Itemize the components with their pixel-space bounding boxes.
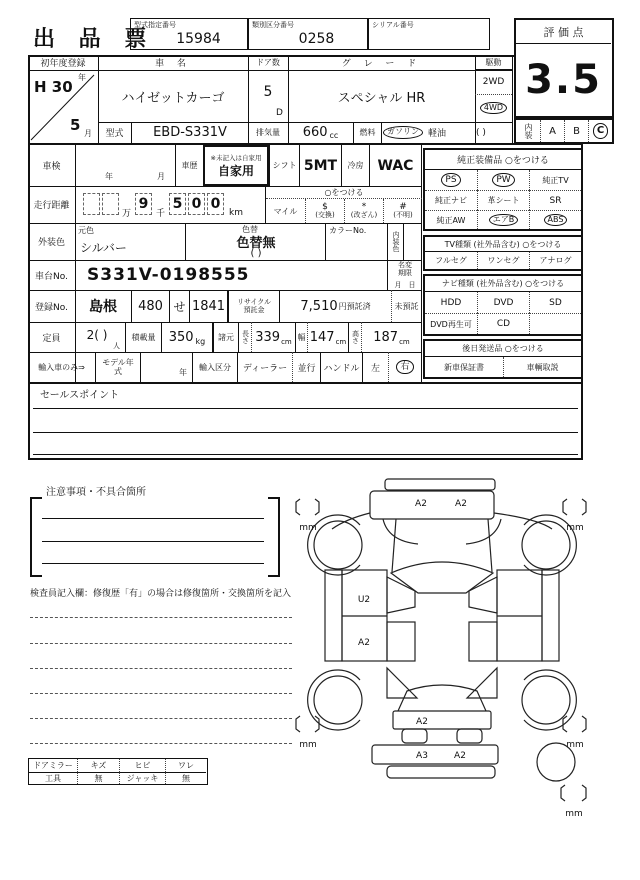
doors-unit: D — [276, 108, 283, 118]
class-code-value: 0258 — [298, 31, 335, 47]
recycle-amount: 7,510 — [300, 298, 338, 314]
history-cell — [203, 145, 269, 186]
left-window-panel — [387, 577, 415, 613]
tread-bracket-front-left — [296, 499, 319, 515]
handle-left: 左 — [362, 352, 388, 382]
rear-tab-right — [457, 729, 482, 743]
wheel-front-left — [314, 521, 362, 569]
mileage-digit-box-1 — [83, 193, 100, 215]
mm-unit-rear-left: mm — [299, 740, 317, 750]
a-pillar-right — [488, 519, 492, 572]
navi-type-box — [423, 274, 583, 336]
length-cell — [251, 322, 295, 352]
tv-analog: アナログ — [529, 252, 581, 269]
color-change-cell — [185, 223, 325, 260]
drive-label: 駆動 — [475, 55, 512, 70]
width-label: 幅 — [295, 322, 307, 352]
left-front-panel-code: U2 — [357, 595, 371, 605]
navi-sd: SD — [529, 292, 581, 313]
navi-type-header: ナビ種類 (社外品含む) ○をつける — [425, 276, 581, 292]
drive-4wd-selected: 4WD — [480, 102, 507, 115]
mileage-mark-header: ○をつける — [266, 186, 422, 199]
shift-value: 5MT — [299, 145, 341, 186]
equipment-ps-selected: PS — [441, 173, 460, 187]
tv-full-seg: フルセグ — [435, 256, 467, 265]
interior-color-label: 内装色 — [392, 231, 400, 252]
history-note: ※未記入は自家用 — [210, 153, 262, 162]
height-value: 187 — [373, 329, 399, 345]
recycle-not-deposited: 未預託 — [391, 290, 421, 322]
tool-label: 工具 — [29, 772, 77, 784]
model-label: 型式 — [98, 122, 132, 143]
equipment-factory-tv: 純正TV — [529, 170, 581, 190]
equipment-abs-selected: ABS — [544, 214, 568, 227]
windshield — [391, 562, 493, 593]
tread-bracket-rear-left — [296, 716, 319, 732]
interior-grade-a: A — [540, 120, 564, 142]
displacement-unit: cc — [329, 131, 339, 140]
serial-label: シリアル番号 — [372, 21, 414, 29]
inspector-line-3 — [30, 668, 292, 669]
interior-color-value-cell — [403, 223, 421, 260]
left-rear-panel-code: A2 — [358, 638, 370, 648]
ac-label: 冷房 — [341, 145, 369, 186]
recycle-deposited-cell — [279, 290, 391, 322]
first-reg-era-year: H 30 — [34, 78, 73, 96]
right-window-panel — [469, 577, 497, 613]
inspector-line-6 — [30, 743, 292, 744]
height-label: 高さ — [351, 330, 360, 344]
vehicle-name-label: 車 名 — [155, 59, 191, 69]
notes-line-1 — [42, 518, 264, 519]
door-mirror-label: ドアミラー — [33, 761, 73, 770]
capacity-persons-cell — [75, 322, 125, 352]
handle-label: ハンドル — [320, 352, 362, 382]
name-change-label-1: 名変 — [398, 261, 412, 270]
rear-gate — [393, 711, 491, 729]
spec-label: 諸元 — [212, 322, 238, 352]
first-reg-cell — [28, 70, 98, 143]
serial-value — [389, 28, 484, 50]
right-inner-panel — [469, 622, 497, 661]
import-parallel: 並行 — [292, 352, 320, 382]
door-mirror-crack: ヒビ — [119, 759, 165, 772]
recycle-fee-label-1: リサイクル — [236, 297, 272, 306]
height-unit: cm — [399, 337, 410, 346]
inspector-note: 検査員記入欄：修復歴「有」の場合は修復箇所・交換箇所を記入 — [30, 589, 292, 599]
capacity-label: 定員 — [42, 333, 61, 344]
front-damage-code-1: A2 — [415, 499, 427, 509]
model-code-box — [130, 18, 248, 50]
tools-table — [28, 758, 208, 785]
history-value: 自家用 — [217, 163, 254, 178]
height-cell — [361, 322, 421, 352]
fuel-diesel-paren: ( ) — [476, 127, 486, 138]
color-no-label: カラーNo. — [329, 226, 367, 235]
front-bumper-lip — [385, 479, 495, 490]
mileage-thousand-unit: 千 — [156, 209, 166, 219]
chassis-no-label: 車台No. — [35, 271, 68, 282]
first-reg-month: 5 — [70, 116, 81, 134]
import-type-label: 輸入区分 — [192, 352, 237, 382]
tv-one-seg: ワンセグ — [477, 252, 529, 269]
color-change-value: 色替無 — [236, 235, 276, 251]
rear-tab-left — [402, 729, 427, 743]
import-only-label: 輸入車のみ⇒ — [38, 362, 85, 372]
page-title: 出 品 票 — [33, 27, 155, 52]
mileage-thousand: 9 — [135, 193, 152, 215]
mm-unit-spare: mm — [565, 809, 583, 819]
fuel-gasoline-selected: ガソリン — [383, 126, 423, 139]
model-year-label: モデル年式 — [95, 352, 140, 382]
load-value: 350 — [168, 329, 194, 345]
name-change-date-units: 月 日 — [394, 280, 416, 289]
vehicle-name: ハイゼットカーゴ — [121, 90, 225, 106]
wheel-arch-rear-left — [308, 670, 360, 730]
navi-dvd: DVD — [477, 292, 529, 313]
color-change-paren: ( ) — [250, 248, 262, 259]
displacement-cell — [288, 122, 354, 143]
original-color-cell — [75, 223, 185, 260]
width-unit: cm — [335, 337, 347, 346]
model-code-value: 15984 — [176, 31, 221, 47]
mileage-label: 走行距離 — [33, 201, 70, 211]
registration-prefecture: 島根 — [89, 299, 117, 315]
recycle-amount-suffix: 円預託済 — [338, 301, 371, 311]
mileage-digits — [75, 186, 265, 223]
exterior-color-label: 外装色 — [37, 238, 65, 248]
equipment-factory-navi: 純正ナビ — [425, 190, 477, 210]
equipment-airbag-selected: エアB — [489, 214, 519, 227]
interior-grade-c-selected: C — [593, 123, 608, 139]
shaken-date-cell — [75, 145, 175, 186]
class-code-box — [248, 18, 368, 50]
left-inner-panel — [387, 622, 415, 661]
wheel-rear-right — [522, 676, 570, 724]
history-label: 車歴 — [175, 145, 203, 186]
first-reg-year-unit: 年 — [78, 73, 86, 82]
class-code-label: 類別区分番号 — [252, 21, 294, 29]
ac-value: WAC — [369, 145, 421, 186]
notes-title: 注意事項・不具合箇所 — [46, 487, 146, 498]
tv-type-box — [423, 235, 583, 271]
color-change-label: 色替 — [242, 225, 258, 234]
vehicle-manual: 車輌取説 — [503, 357, 581, 377]
factory-equipment-header: 純正装備品 ○をつける — [425, 150, 581, 170]
name-change-cell — [387, 260, 421, 290]
shaken-month-unit: 月 — [157, 172, 165, 181]
mileage-mark-unknown: # — [399, 202, 407, 212]
registration-kana: せ — [169, 290, 189, 322]
inspector-line-4 — [30, 693, 292, 694]
jack-none: 無 — [165, 772, 206, 784]
displacement-label: 排気量 — [256, 128, 280, 137]
inspector-line-1 — [30, 617, 292, 618]
import-dealer: ディーラー — [237, 352, 292, 382]
tread-bracket-front-right — [563, 499, 586, 515]
interior-grade-box — [514, 118, 614, 144]
notes-line-3 — [42, 563, 264, 564]
c-pillar-left — [387, 668, 417, 698]
name-change-label-2: 期限 — [398, 269, 412, 277]
door-mirror-split: ワレ — [165, 759, 206, 772]
mileage-mark-unknown-sub: (不明) — [393, 211, 413, 219]
equipment-factory-aw: 純正AW — [425, 210, 477, 229]
fuel-diesel: 軽油 — [427, 129, 446, 139]
registration-no-label: 登録No. — [35, 302, 68, 313]
fuel-label: 燃料 — [354, 122, 382, 143]
serial-box — [368, 18, 490, 50]
registration-class-no: 480 — [131, 290, 169, 322]
front-cowl-arc-right — [466, 519, 501, 544]
rear-bumper-lip — [387, 766, 495, 778]
length-unit: cm — [281, 337, 292, 346]
new-car-warranty: 新車保証書 — [444, 362, 484, 372]
color-no-cell — [325, 223, 387, 260]
width-cell — [307, 322, 348, 352]
capacity-persons: 2( ) — [86, 328, 108, 342]
grade-label: グ レ ー ド — [341, 59, 422, 69]
first-reg-month-unit: 月 — [84, 129, 92, 138]
rear-bumper — [372, 745, 498, 764]
mileage-unit: km — [229, 208, 243, 218]
model-year-cell — [140, 352, 192, 382]
mileage-d1: 5 — [169, 193, 186, 215]
chassis-no-value: S331V-0198555 — [87, 265, 250, 285]
doors-value: 5 — [263, 84, 273, 100]
shaken-label: 車検 — [42, 162, 61, 172]
registration-number: 1841 — [189, 290, 227, 322]
drive-2wd: 2WD — [475, 70, 512, 95]
rear-bumper-damage-code-1: A3 — [416, 751, 428, 761]
mileage-digit-box-2 — [102, 193, 119, 215]
mm-unit-front-right: mm — [566, 523, 584, 533]
navi-dvd-playable: DVD再生可 — [425, 313, 477, 334]
doors-cell — [248, 70, 288, 122]
original-color-value: シルバー — [80, 241, 127, 255]
sales-point-label: セールスポイント — [40, 390, 120, 401]
interior-label: 内装 — [524, 123, 533, 139]
mileage-mark-tampered-sub: (改ざん) — [350, 211, 378, 219]
c-pillar-right — [467, 668, 497, 698]
recycle-fee-label — [227, 290, 279, 322]
front-damage-code-2: A2 — [455, 499, 467, 509]
load-cell — [161, 322, 212, 352]
rear-bumper-damage-code-2: A2 — [454, 751, 466, 761]
original-color-label: 元色 — [78, 226, 94, 235]
left-sill — [325, 570, 342, 661]
mileage-marks — [265, 186, 421, 223]
inspector-line-5 — [30, 718, 292, 719]
doors-label: ドア数 — [256, 58, 280, 67]
grade-value: スペシャル HR — [337, 90, 426, 106]
wheel-arch-rear-right — [524, 670, 576, 730]
model-code-label: 型式指定番号 — [134, 21, 176, 29]
right-sill — [542, 570, 559, 661]
shaken-year-unit: 年 — [105, 172, 113, 181]
equipment-sunroof: SR — [529, 190, 581, 210]
notes-bracket-right — [268, 497, 280, 577]
wheel-rear-left — [314, 676, 362, 724]
recycle-fee-label-2: 預託金 — [243, 306, 265, 314]
mm-unit-front-left: mm — [299, 523, 317, 533]
mileage-mark-exchange: $ — [322, 202, 328, 212]
factory-equipment-box — [423, 148, 583, 231]
navi-empty-cell — [529, 313, 581, 334]
equipment-leather-seat: 革シート — [477, 190, 529, 210]
load-label: 積載量 — [125, 322, 161, 352]
mileage-d2: 0 — [188, 193, 205, 215]
length-label: 長さ — [241, 330, 250, 344]
mileage-mark-tampered: * — [361, 202, 367, 212]
tv-type-header: TV種類 (社外品含む) ○をつける — [425, 237, 581, 252]
score-box — [514, 18, 614, 118]
model-value: EBD-S331V — [153, 125, 227, 140]
tread-bracket-rear-right — [563, 716, 586, 732]
notes-bracket-left — [30, 497, 42, 577]
capacity-persons-unit: 人 — [113, 342, 120, 350]
mileage-d3: 0 — [207, 193, 224, 215]
mileage-man-unit: 万 — [122, 209, 132, 219]
front-bumper — [370, 491, 494, 519]
front-cowl-arc-left — [383, 519, 418, 544]
mileage-mark-exchange-sub: (交換) — [315, 211, 335, 219]
navi-cd: CD — [477, 313, 529, 334]
navi-hdd: HDD — [440, 297, 462, 308]
jack-label: ジャッキ — [119, 772, 165, 784]
notes-line-2 — [42, 541, 264, 542]
score-label: 評 価 点 — [516, 20, 611, 44]
mm-unit-rear-right: mm — [566, 740, 584, 750]
wheel-front-right — [522, 521, 570, 569]
car-damage-diagram — [288, 473, 628, 833]
inspector-line-2 — [30, 643, 292, 644]
handle-right-selected: 右 — [396, 360, 413, 374]
a-pillar-left — [392, 519, 396, 572]
length-value: 339 — [255, 329, 281, 345]
score-value: 3.5 — [525, 56, 602, 103]
mileage-mark-mile: マイル — [273, 206, 298, 216]
model-year-unit: 年 — [179, 368, 187, 377]
displacement-value: 660 — [302, 125, 328, 140]
equipment-pw-selected: PW — [492, 173, 514, 187]
door-mirror-scratch: キズ — [77, 759, 119, 772]
rear-gate-damage-code: A2 — [416, 717, 428, 727]
width-value: 147 — [309, 329, 335, 345]
shift-label: シフト — [269, 145, 299, 186]
tool-none: 無 — [77, 772, 119, 784]
first-reg-label: 初年度登録 — [40, 59, 86, 69]
interior-grade-b: B — [564, 120, 588, 142]
load-unit: kg — [195, 336, 206, 346]
later-shipping-box — [423, 339, 583, 379]
later-shipping-header: 後日発送品 ○をつける — [425, 341, 581, 357]
tread-bracket-spare — [561, 785, 586, 801]
